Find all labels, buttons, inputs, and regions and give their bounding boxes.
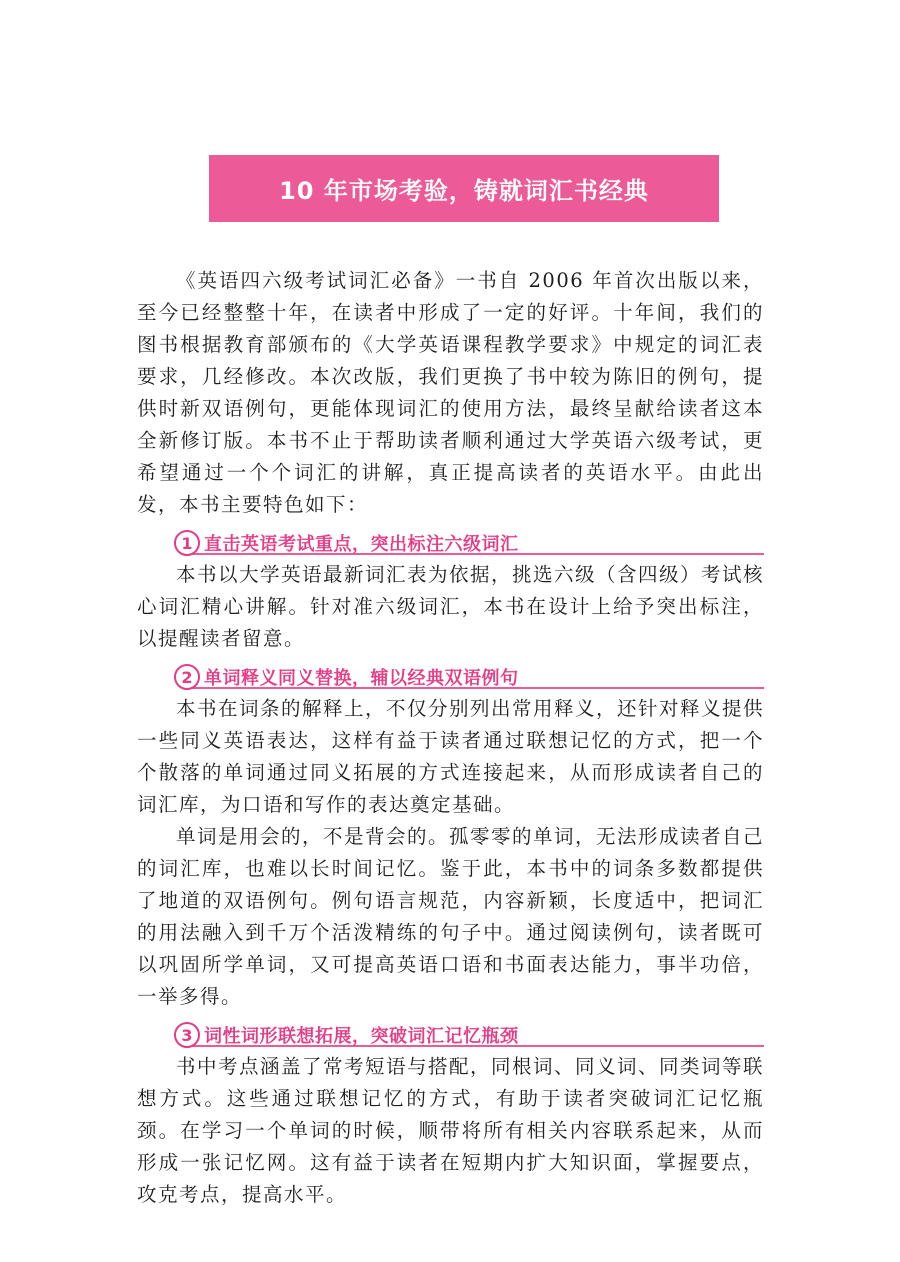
section-title-1: 直击英语考试重点，突出标注六级词汇	[204, 534, 519, 555]
section-3-paragraph: 书中考点涵盖了常考短语与搭配，同根词、同义词、同类词等联想方式。这些通过联想记忆的方式，有助于读者突破词汇记忆瓶颈。在学习一个单词的时候，顺带将所有相关内容联系起来，从而形成一张记忆网。这有益于读者在短期内扩大知识面，掌握要点，攻克考点，提高水平。	[137, 1055, 765, 1206]
section-heading-1	[174, 527, 764, 559]
title-banner	[209, 155, 719, 222]
section-heading-2	[174, 661, 764, 693]
intro-paragraph: 《英语四六级考试词汇必备》一书自 2006 年首次出版以来，至今已经整整十年，在读者中形成了一定的好评。十年间，我们的图书根据教育部颁布的《大学英语课程教学要求》中规定的词汇表要求，几经修改。本次改版，我们更换了书中较为陈旧的例句，提供时新双语例句，更能体现词汇的使用方法，最终呈献给读者这本全新修订版。本书不止于帮助读者顺利通过大学英语六级考试，更希望通过一个个词汇的讲解，真正提高读者的英语水平。由此出发，本书主要特色如下：	[137, 269, 764, 516]
page-title: 10 年市场考验，铸就词汇书经典	[279, 177, 649, 205]
document-body	[137, 265, 764, 1211]
section-title-3: 词性词形联想拓展，突破词汇记忆瓶颈	[204, 1026, 519, 1047]
section-2-paragraph-2: 单词是用会的，不是背会的。孤零零的单词，无法形成读者自己的词汇库，也难以长时间记忆。鉴于此，本书中的词条多数都提供了地道的双语例句。例句语言规范，内容新颖，长度适中，把词汇的用法融入到千万个活泼精练的句子中。通过阅读例句，读者既可以巩固所学单词，又可提高英语口语和书面表达能力，事半功倍，一举多得。	[137, 825, 765, 1008]
section-number-1: 1	[174, 530, 200, 556]
section-number-2: 2	[174, 664, 200, 690]
section-2-paragraph-1: 本书在词条的解释上，不仅分别列出常用释义，还针对释义提供一些同义英语表达，这样有益于读者通过联想记忆的方式，把一个个散落的单词通过同义拓展的方式连接起来，从而形成读者自己的词汇库，为口语和写作的表达奠定基础。	[137, 697, 765, 816]
section-heading-3	[174, 1019, 764, 1051]
section-number-3: 3	[174, 1022, 200, 1048]
section-title-2: 单词释义同义替换，辅以经典双语例句	[204, 668, 519, 689]
section-1-paragraph: 本书以大学英语最新词汇表为依据，挑选六级（含四级）考试核心词汇精心讲解。针对准六级词汇，本书在设计上给予突出标注，以提醒读者留意。	[137, 563, 765, 650]
